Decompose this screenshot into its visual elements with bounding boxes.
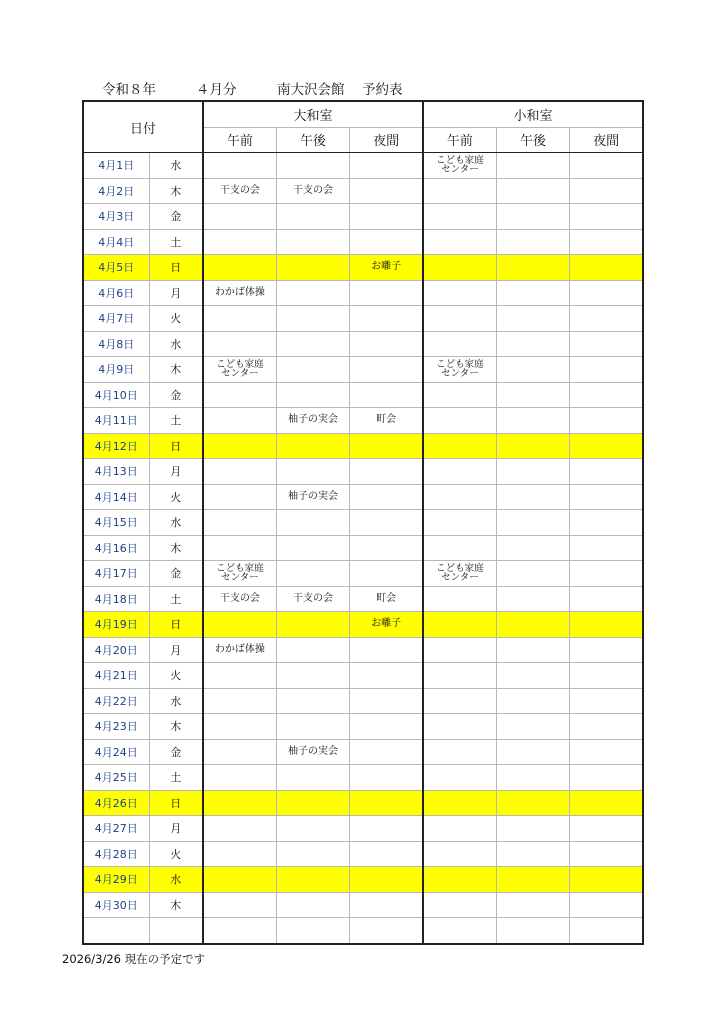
booking-cell-small-room-night <box>570 663 643 689</box>
booking-cell-large-room-morning <box>203 739 276 765</box>
date-cell: 4月16日 <box>83 535 149 561</box>
booking-cell-large-room-night <box>350 484 423 510</box>
schedule-row <box>83 918 643 944</box>
booking-cell-small-room-night <box>570 459 643 485</box>
booking-cell-small-room-morning <box>423 892 496 918</box>
booking-cell-small-room-morning: こども家庭 センター <box>423 357 496 383</box>
booking-cell-small-room-night <box>570 510 643 536</box>
venue-name: 南大沢会館 <box>277 82 345 98</box>
booking-cell-large-room-morning <box>203 408 276 434</box>
booking-cell-large-room-afternoon <box>276 765 349 791</box>
date-cell: 4月28日 <box>83 841 149 867</box>
booking-cell-small-room-night <box>570 408 643 434</box>
weekday-cell: 水 <box>149 331 203 357</box>
booking-cell-large-room-morning <box>203 790 276 816</box>
booking-cell-small-room-morning <box>423 739 496 765</box>
booking-cell-large-room-afternoon <box>276 510 349 536</box>
date-cell: 4月7日 <box>83 306 149 332</box>
schedule-row <box>83 586 643 612</box>
weekday-cell: 水 <box>149 867 203 893</box>
booking-cell-large-room-afternoon <box>276 229 349 255</box>
booking-cell-large-room-afternoon <box>276 331 349 357</box>
booking-cell-small-room-afternoon <box>496 561 569 587</box>
booking-cell-small-room-morning <box>423 663 496 689</box>
booking-cell-small-room-night <box>570 204 643 230</box>
booking-cell-small-room-afternoon <box>496 637 569 663</box>
weekday-cell: 月 <box>149 280 203 306</box>
booking-cell-large-room-morning: わかば体操 <box>203 637 276 663</box>
booking-cell-small-room-afternoon <box>496 204 569 230</box>
date-cell: 4月13日 <box>83 459 149 485</box>
booking-cell-large-room-morning: こども家庭 センター <box>203 561 276 587</box>
weekday-cell: 金 <box>149 561 203 587</box>
schedule-row <box>83 153 643 179</box>
booking-cell-large-room-night <box>350 306 423 332</box>
schedule-row <box>83 331 643 357</box>
booking-cell-large-room-morning <box>203 714 276 740</box>
booking-cell-large-room-afternoon <box>276 382 349 408</box>
booking-cell-small-room-night <box>570 153 643 179</box>
booking-cell-large-room-night: お囃子 <box>350 612 423 638</box>
booking-cell-large-room-morning <box>203 765 276 791</box>
booking-cell-large-room-night <box>350 663 423 689</box>
booking-cell-large-room-morning: こども家庭 センター <box>203 357 276 383</box>
date-cell: 4月24日 <box>83 739 149 765</box>
booking-cell-small-room-afternoon <box>496 739 569 765</box>
booking-cell-large-room-morning: わかば体操 <box>203 280 276 306</box>
booking-cell-large-room-afternoon <box>276 790 349 816</box>
weekday-cell: 水 <box>149 153 203 179</box>
booking-cell-small-room-morning <box>423 867 496 893</box>
booking-cell-large-room-afternoon <box>276 153 349 179</box>
schedule-row <box>83 204 643 230</box>
booking-cell-large-room-night <box>350 331 423 357</box>
booking-cell-small-room-afternoon <box>496 765 569 791</box>
weekday-cell: 火 <box>149 306 203 332</box>
weekday-cell: 土 <box>149 408 203 434</box>
schedule-row <box>83 433 643 459</box>
booking-cell-large-room-morning <box>203 229 276 255</box>
booking-cell-small-room-morning <box>423 255 496 281</box>
date-cell: 4月11日 <box>83 408 149 434</box>
booking-cell-small-room-night <box>570 739 643 765</box>
booking-cell-large-room-night <box>350 790 423 816</box>
schedule-row <box>83 178 643 204</box>
schedule-row <box>83 637 643 663</box>
booking-cell-small-room-night <box>570 765 643 791</box>
schedule-row <box>83 816 643 842</box>
booking-cell-small-room-afternoon <box>496 153 569 179</box>
booking-cell-small-room-morning <box>423 841 496 867</box>
booking-cell-small-room-night <box>570 382 643 408</box>
weekday-cell: 木 <box>149 178 203 204</box>
booking-cell-small-room-afternoon <box>496 586 569 612</box>
booking-cell-large-room-night <box>350 867 423 893</box>
booking-cell-small-room-afternoon <box>496 816 569 842</box>
schedule-row <box>83 408 643 434</box>
booking-cell-large-room-morning <box>203 892 276 918</box>
booking-cell-small-room-morning <box>423 229 496 255</box>
booking-cell-large-room-morning <box>203 204 276 230</box>
booking-cell-large-room-afternoon <box>276 688 349 714</box>
schedule-row <box>83 739 643 765</box>
booking-cell-large-room-night <box>350 561 423 587</box>
weekday-cell: 火 <box>149 663 203 689</box>
date-cell: 4月18日 <box>83 586 149 612</box>
date-cell: 4月10日 <box>83 382 149 408</box>
schedule-row <box>83 841 643 867</box>
booking-cell-large-room-morning <box>203 484 276 510</box>
booking-cell-small-room-night <box>570 280 643 306</box>
booking-cell-small-room-afternoon <box>496 331 569 357</box>
weekday-cell: 土 <box>149 586 203 612</box>
schedule-row <box>83 663 643 689</box>
booking-cell-small-room-night <box>570 586 643 612</box>
booking-cell-small-room-afternoon <box>496 714 569 740</box>
booking-cell-small-room-night <box>570 331 643 357</box>
booking-cell-large-room-night <box>350 688 423 714</box>
weekday-cell: 木 <box>149 892 203 918</box>
booking-cell-large-room-night <box>350 433 423 459</box>
booking-cell-large-room-afternoon: 干支の会 <box>276 178 349 204</box>
booking-cell-large-room-night <box>350 459 423 485</box>
booking-cell-large-room-morning <box>203 382 276 408</box>
booking-cell-small-room-afternoon <box>496 357 569 383</box>
date-cell: 4月14日 <box>83 484 149 510</box>
booking-cell-small-room-morning <box>423 280 496 306</box>
weekday-cell: 日 <box>149 612 203 638</box>
booking-cell-small-room-night <box>570 178 643 204</box>
schedule-row <box>83 382 643 408</box>
booking-cell-small-room-night <box>570 612 643 638</box>
era-label: 令和８年 <box>102 82 156 98</box>
booking-cell-small-room-afternoon <box>496 535 569 561</box>
booking-cell-large-room-afternoon <box>276 612 349 638</box>
date-cell: 4月1日 <box>83 153 149 179</box>
booking-cell-large-room-afternoon <box>276 255 349 281</box>
booking-cell-small-room-morning <box>423 535 496 561</box>
date-cell: 4月9日 <box>83 357 149 383</box>
weekday-cell: 月 <box>149 637 203 663</box>
booking-cell-small-room-morning <box>423 459 496 485</box>
date-cell: 4月26日 <box>83 790 149 816</box>
booking-cell-small-room-afternoon <box>496 663 569 689</box>
booking-cell-large-room-afternoon <box>276 306 349 332</box>
date-cell: 4月19日 <box>83 612 149 638</box>
schedule-row <box>83 688 643 714</box>
booking-cell-large-room-night <box>350 739 423 765</box>
booking-cell-large-room-afternoon: 柚子の実会 <box>276 739 349 765</box>
weekday-cell: 日 <box>149 790 203 816</box>
weekday-cell: 月 <box>149 459 203 485</box>
schedule-row <box>83 612 643 638</box>
booking-cell-small-room-afternoon <box>496 382 569 408</box>
booking-cell-small-room-night <box>570 892 643 918</box>
weekday-cell: 木 <box>149 535 203 561</box>
booking-cell-small-room-afternoon <box>496 408 569 434</box>
date-cell: 4月6日 <box>83 280 149 306</box>
booking-cell-small-room-morning <box>423 204 496 230</box>
booking-cell-small-room-night <box>570 714 643 740</box>
booking-cell-small-room-morning: こども家庭 センター <box>423 153 496 179</box>
booking-cell-small-room-night <box>570 918 643 944</box>
booking-cell-large-room-afternoon <box>276 714 349 740</box>
booking-cell-small-room-afternoon <box>496 229 569 255</box>
weekday-cell: 日 <box>149 433 203 459</box>
booking-cell-small-room-morning <box>423 178 496 204</box>
booking-cell-large-room-afternoon <box>276 280 349 306</box>
booking-cell-large-room-afternoon: 柚子の実会 <box>276 408 349 434</box>
booking-cell-large-room-afternoon <box>276 357 349 383</box>
booking-cell-small-room-morning <box>423 484 496 510</box>
booking-cell-large-room-morning <box>203 918 276 944</box>
booking-cell-large-room-afternoon <box>276 918 349 944</box>
booking-cell-large-room-afternoon <box>276 204 349 230</box>
booking-cell-large-room-afternoon <box>276 459 349 485</box>
booking-cell-large-room-morning <box>203 816 276 842</box>
booking-cell-large-room-night <box>350 535 423 561</box>
date-cell: 4月17日 <box>83 561 149 587</box>
booking-cell-large-room-night <box>350 357 423 383</box>
booking-cell-large-room-night <box>350 153 423 179</box>
booking-cell-small-room-morning <box>423 331 496 357</box>
date-cell: 4月12日 <box>83 433 149 459</box>
reservation-table <box>82 100 644 945</box>
booking-cell-small-room-morning <box>423 510 496 536</box>
weekday-cell <box>149 918 203 944</box>
date-cell: 4月8日 <box>83 331 149 357</box>
booking-cell-large-room-night <box>350 637 423 663</box>
booking-cell-large-room-night <box>350 204 423 230</box>
date-cell: 4月30日 <box>83 892 149 918</box>
weekday-cell: 火 <box>149 841 203 867</box>
booking-cell-small-room-morning <box>423 586 496 612</box>
booking-cell-large-room-night <box>350 382 423 408</box>
booking-cell-small-room-morning <box>423 637 496 663</box>
booking-cell-large-room-morning <box>203 255 276 281</box>
room-header-small: 小和室 <box>423 101 643 127</box>
booking-cell-small-room-afternoon <box>496 255 569 281</box>
date-cell: 4月3日 <box>83 204 149 230</box>
booking-cell-large-room-morning <box>203 433 276 459</box>
schedule-row <box>83 561 643 587</box>
booking-cell-large-room-night: 町会 <box>350 408 423 434</box>
booking-cell-small-room-afternoon <box>496 484 569 510</box>
weekday-cell: 金 <box>149 382 203 408</box>
weekday-cell: 日 <box>149 255 203 281</box>
booking-cell-small-room-night <box>570 816 643 842</box>
date-cell: 4月25日 <box>83 765 149 791</box>
booking-cell-small-room-night <box>570 306 643 332</box>
booking-cell-large-room-night <box>350 229 423 255</box>
booking-cell-large-room-afternoon: 干支の会 <box>276 586 349 612</box>
weekday-cell: 水 <box>149 688 203 714</box>
booking-cell-large-room-night <box>350 841 423 867</box>
weekday-cell: 土 <box>149 229 203 255</box>
booking-cell-small-room-afternoon <box>496 841 569 867</box>
booking-cell-small-room-morning <box>423 714 496 740</box>
booking-cell-large-room-morning <box>203 663 276 689</box>
booking-cell-small-room-morning <box>423 765 496 791</box>
weekday-cell: 月 <box>149 816 203 842</box>
booking-cell-small-room-night <box>570 688 643 714</box>
booking-cell-large-room-afternoon <box>276 637 349 663</box>
booking-cell-large-room-morning: 干支の会 <box>203 586 276 612</box>
booking-cell-small-room-night <box>570 357 643 383</box>
schedule-row <box>83 459 643 485</box>
booking-cell-small-room-night <box>570 790 643 816</box>
booking-cell-small-room-afternoon <box>496 280 569 306</box>
booking-cell-large-room-morning <box>203 510 276 536</box>
date-column-header: 日付 <box>83 101 203 153</box>
date-cell: 4月4日 <box>83 229 149 255</box>
booking-cell-large-room-morning <box>203 459 276 485</box>
weekday-cell: 木 <box>149 714 203 740</box>
booking-cell-large-room-morning <box>203 535 276 561</box>
booking-cell-small-room-afternoon <box>496 892 569 918</box>
booking-cell-large-room-night <box>350 765 423 791</box>
booking-cell-small-room-night <box>570 255 643 281</box>
booking-cell-large-room-night <box>350 816 423 842</box>
booking-cell-large-room-night: 町会 <box>350 586 423 612</box>
schedule-row <box>83 255 643 281</box>
booking-cell-small-room-night <box>570 433 643 459</box>
booking-cell-small-room-night <box>570 637 643 663</box>
booking-cell-small-room-afternoon <box>496 178 569 204</box>
date-cell: 4月27日 <box>83 816 149 842</box>
booking-cell-small-room-night <box>570 841 643 867</box>
date-cell: 4月29日 <box>83 867 149 893</box>
schedule-row <box>83 306 643 332</box>
schedule-row <box>83 535 643 561</box>
booking-cell-small-room-night <box>570 867 643 893</box>
weekday-cell: 火 <box>149 484 203 510</box>
weekday-cell: 水 <box>149 510 203 536</box>
booking-cell-large-room-afternoon <box>276 841 349 867</box>
weekday-cell: 金 <box>149 204 203 230</box>
booking-cell-large-room-afternoon <box>276 561 349 587</box>
booking-cell-small-room-afternoon <box>496 790 569 816</box>
booking-cell-small-room-night <box>570 484 643 510</box>
date-cell: 4月21日 <box>83 663 149 689</box>
booking-cell-small-room-morning: こども家庭 センター <box>423 561 496 587</box>
schedule-row <box>83 892 643 918</box>
schedule-row <box>83 229 643 255</box>
schedule-body <box>83 153 643 944</box>
booking-cell-small-room-night <box>570 535 643 561</box>
schedule-row <box>83 280 643 306</box>
booking-cell-large-room-afternoon <box>276 535 349 561</box>
schedule-row <box>83 790 643 816</box>
slot-header-afternoon: 午後 <box>276 127 349 153</box>
booking-cell-large-room-morning <box>203 841 276 867</box>
booking-cell-small-room-afternoon <box>496 867 569 893</box>
date-cell: 4月20日 <box>83 637 149 663</box>
booking-cell-large-room-afternoon <box>276 663 349 689</box>
slot-header-night: 夜間 <box>350 127 423 153</box>
booking-cell-small-room-morning <box>423 306 496 332</box>
booking-cell-large-room-afternoon <box>276 867 349 893</box>
booking-cell-small-room-night <box>570 561 643 587</box>
booking-cell-large-room-night: お囃子 <box>350 255 423 281</box>
booking-cell-large-room-night <box>350 280 423 306</box>
booking-cell-small-room-morning <box>423 918 496 944</box>
date-cell: 4月23日 <box>83 714 149 740</box>
booking-cell-large-room-afternoon: 柚子の実会 <box>276 484 349 510</box>
schedule-row <box>83 867 643 893</box>
booking-cell-small-room-afternoon <box>496 306 569 332</box>
schedule-row <box>83 714 643 740</box>
booking-cell-small-room-morning <box>423 382 496 408</box>
booking-cell-large-room-morning <box>203 153 276 179</box>
booking-cell-large-room-night <box>350 714 423 740</box>
room-header-large: 大和室 <box>203 101 423 127</box>
footer-note: 2026/3/26 現在の予定です <box>62 952 206 966</box>
booking-cell-large-room-afternoon <box>276 816 349 842</box>
booking-cell-small-room-morning <box>423 790 496 816</box>
schedule-row <box>83 510 643 536</box>
booking-cell-small-room-afternoon <box>496 612 569 638</box>
booking-cell-large-room-night <box>350 918 423 944</box>
booking-cell-small-room-night <box>570 229 643 255</box>
weekday-cell: 木 <box>149 357 203 383</box>
booking-cell-large-room-morning: 干支の会 <box>203 178 276 204</box>
booking-cell-small-room-afternoon <box>496 433 569 459</box>
booking-cell-small-room-morning <box>423 433 496 459</box>
booking-cell-small-room-morning <box>423 816 496 842</box>
booking-cell-large-room-afternoon <box>276 433 349 459</box>
booking-cell-small-room-afternoon <box>496 918 569 944</box>
booking-cell-small-room-morning <box>423 688 496 714</box>
booking-cell-large-room-night <box>350 510 423 536</box>
booking-cell-small-room-afternoon <box>496 688 569 714</box>
date-cell: 4月5日 <box>83 255 149 281</box>
booking-cell-small-room-afternoon <box>496 459 569 485</box>
booking-cell-large-room-afternoon <box>276 892 349 918</box>
booking-cell-large-room-morning <box>203 331 276 357</box>
slot-header-afternoon: 午後 <box>496 127 569 153</box>
booking-cell-large-room-night <box>350 178 423 204</box>
month-label: ４月分 <box>196 82 237 98</box>
slot-header-morning: 午前 <box>203 127 276 153</box>
doc-type: 予約表 <box>362 82 403 98</box>
date-cell: 4月22日 <box>83 688 149 714</box>
date-cell <box>83 918 149 944</box>
booking-cell-small-room-afternoon <box>496 510 569 536</box>
booking-cell-large-room-morning <box>203 612 276 638</box>
booking-cell-large-room-morning <box>203 867 276 893</box>
booking-cell-large-room-night <box>350 892 423 918</box>
slot-header-morning: 午前 <box>423 127 496 153</box>
booking-cell-large-room-morning <box>203 306 276 332</box>
booking-cell-small-room-morning <box>423 612 496 638</box>
schedule-row <box>83 484 643 510</box>
date-cell: 4月2日 <box>83 178 149 204</box>
slot-header-night: 夜間 <box>570 127 643 153</box>
booking-cell-small-room-morning <box>423 408 496 434</box>
schedule-row <box>83 357 643 383</box>
booking-cell-large-room-morning <box>203 688 276 714</box>
schedule-row <box>83 765 643 791</box>
weekday-cell: 土 <box>149 765 203 791</box>
weekday-cell: 金 <box>149 739 203 765</box>
date-cell: 4月15日 <box>83 510 149 536</box>
